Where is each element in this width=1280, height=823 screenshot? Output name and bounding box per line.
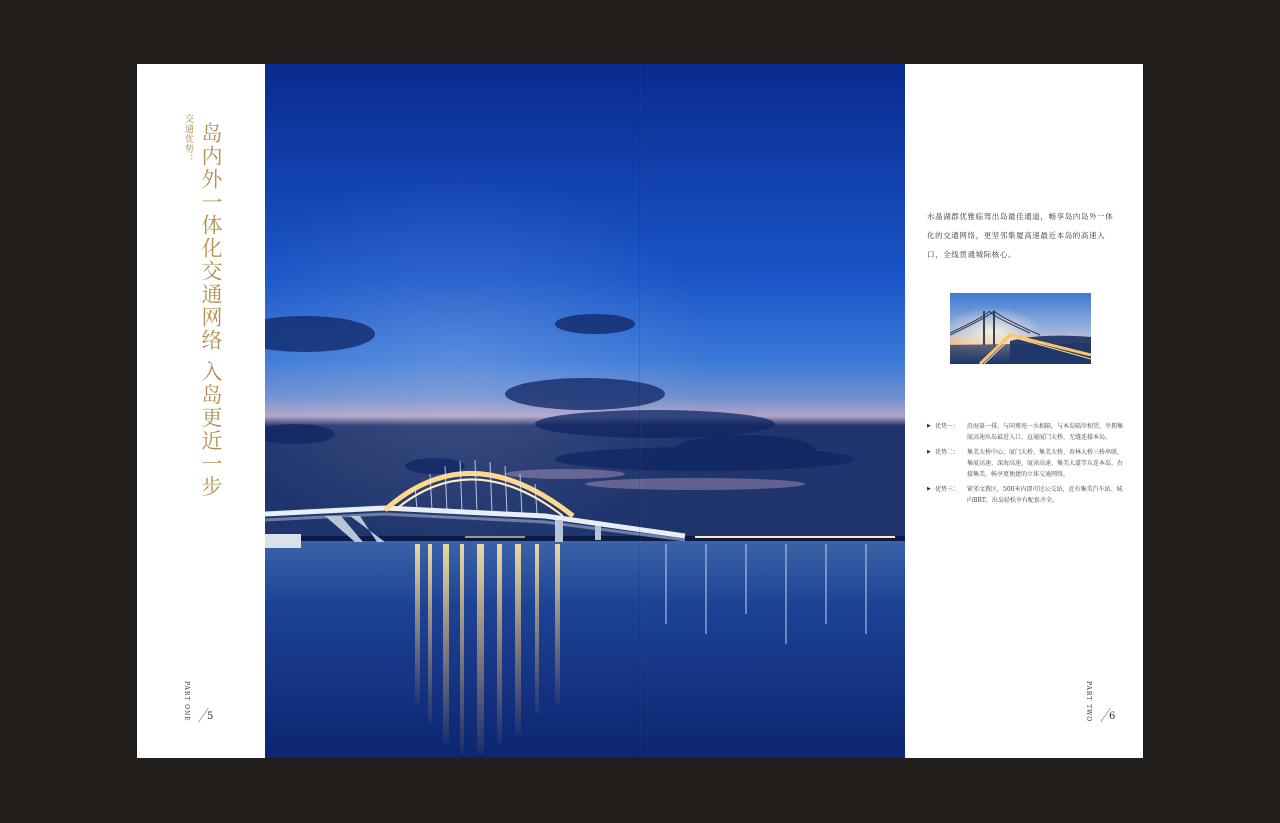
page-gutter: [639, 64, 641, 758]
bridge-scene-illustration: [265, 64, 905, 758]
list-item: [927, 484, 1127, 506]
advantage-text: 沿海第一排，与同博苑一水相隔，与本岛隔岸相望，坐拥集厦高速出岛最近入口，直通厦门大桥，无缝连接本岛。: [967, 423, 1124, 441]
list-item: [927, 447, 1127, 480]
triangle-bullet-icon: ▶: [927, 423, 931, 429]
magazine-spread: [137, 64, 1143, 758]
triangle-bullet-icon: ▶: [927, 449, 931, 455]
left-page: [137, 64, 265, 758]
page-number: 5: [207, 710, 214, 722]
folio-slash: [188, 708, 209, 722]
folio-label: PART ONE: [183, 681, 190, 722]
section-kicker: 交通优势：: [183, 114, 193, 164]
advantage-text: 集美大桥中心，厦门大桥、集美大桥、杏林大桥三桥串联，集厦高速、深海高速、厦漳高速、集美大道等东连本岛，右接集美，畅享更便捷的立体交通网络。: [967, 449, 1124, 478]
advantage-label: 优势一：: [935, 423, 960, 430]
folio-left: [183, 681, 213, 722]
suspension-bridge-thumbnail: [950, 293, 1091, 364]
folio-slash: [1090, 708, 1111, 722]
right-page: [905, 64, 1143, 758]
triangle-bullet-icon: ▶: [927, 486, 931, 492]
intro-paragraph: 水晶湖郡优雅临驾出岛最佳通道，畅享岛内岛外一体化的交通网络，更坚邻集厦高速最近本岛的高速入口，全线贯通城际核心。: [927, 212, 1114, 259]
advantage-text: 紧邻文教区，500米内即可达公交站，近有集美汽车站、城内BRT，出岛轻松享有配套齐全。: [967, 486, 1123, 504]
folio-right: [1085, 681, 1115, 722]
bridge-night-photo: [265, 64, 905, 758]
folio-label: PART TWO: [1085, 681, 1092, 723]
list-item: [927, 421, 1127, 443]
advantages-list: [927, 421, 1127, 510]
page-number: 6: [1109, 711, 1116, 723]
suspension-bridge-illustration: [950, 293, 1091, 364]
advantage-label: 优势二：: [935, 449, 960, 456]
advantage-label: 优势三：: [935, 486, 960, 493]
headline: 岛内外一体化交通网络 入岛更近一步: [199, 122, 223, 499]
